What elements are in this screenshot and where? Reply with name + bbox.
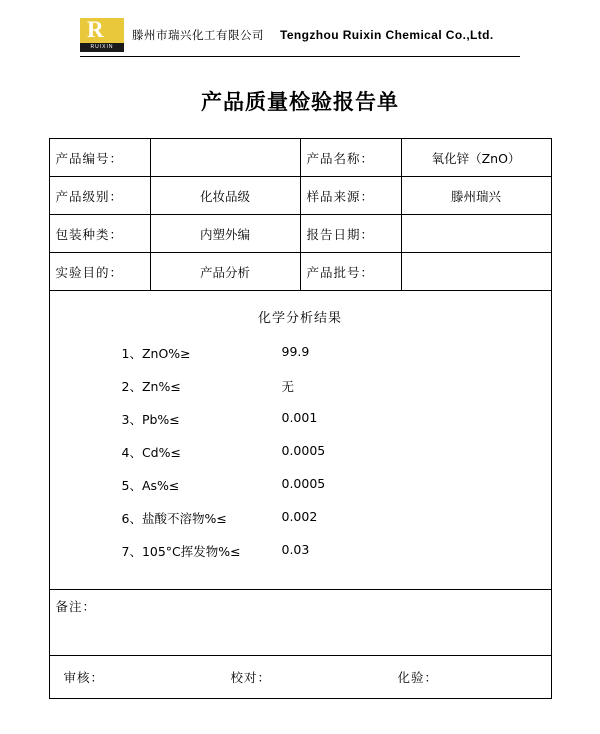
- report-date-value: [401, 215, 551, 253]
- table-row: [49, 215, 551, 253]
- product-name-value: 氧化锌（ZnO）: [401, 139, 551, 177]
- product-name-label: 产品名称：: [300, 139, 401, 177]
- analysis-item-value: 99.9: [281, 344, 310, 359]
- analysis-item-name: 3、Pb%≤: [121, 412, 180, 427]
- grade-value: 化妆品级: [150, 177, 300, 215]
- analysis-heading: 化学分析结果: [257, 311, 342, 326]
- analysis-item-value: 0.002: [281, 509, 318, 524]
- logo-letter: R: [87, 17, 104, 42]
- product-no-label: 产品编号：: [49, 139, 150, 177]
- proofread-label: 校对：: [230, 670, 272, 685]
- report-date-label: 报告日期：: [300, 215, 401, 253]
- analysis-item-name: 6、盐酸不溶物%≤: [121, 511, 227, 526]
- company-name-cn: 滕州市瑞兴化工有限公司: [132, 28, 264, 42]
- report-table: [49, 138, 552, 699]
- analysis-item-name: 7、105°C挥发物%≤: [121, 544, 241, 559]
- company-logo-icon: [80, 18, 124, 52]
- sample-source-value: 滕州瑞兴: [401, 177, 551, 215]
- purpose-label: 实验目的：: [49, 253, 150, 291]
- analysis-item-value: 无: [281, 379, 295, 394]
- analysis-item-value: 0.001: [281, 410, 318, 425]
- header-divider: [80, 56, 520, 57]
- analysis-item-name: 2、Zn%≤: [121, 379, 181, 394]
- analysis-item-name: 5、As%≤: [121, 478, 180, 493]
- signature-cell: [49, 656, 551, 699]
- signature-row: [49, 656, 551, 699]
- analysis-item-value: 0.0005: [281, 443, 326, 458]
- package-value: 内塑外编: [150, 215, 300, 253]
- analysis-item-value: 0.03: [281, 542, 310, 557]
- table-row: [49, 139, 551, 177]
- page-header: [0, 0, 600, 58]
- assay-label: 化验：: [397, 670, 439, 685]
- table-row: [49, 177, 551, 215]
- list-item: [50, 410, 551, 428]
- remarks-label: 备注：: [49, 590, 551, 656]
- batch-label: 产品批号：: [300, 253, 401, 291]
- review-label: 审核：: [63, 670, 105, 685]
- product-no-value: [150, 139, 300, 177]
- analysis-item-value: 0.0005: [281, 476, 326, 491]
- analysis-row: [49, 291, 551, 590]
- grade-label: 产品级别：: [49, 177, 150, 215]
- list-item: [50, 509, 551, 527]
- logo-band-text: RUIXIN: [80, 43, 124, 52]
- table-row: [49, 253, 551, 291]
- sample-source-label: 样品来源：: [300, 177, 401, 215]
- analysis-item-name: 4、Cd%≤: [121, 445, 181, 460]
- list-item: [50, 542, 551, 560]
- batch-value: [401, 253, 551, 291]
- list-item: [50, 377, 551, 395]
- analysis-block: [50, 291, 551, 589]
- analysis-cell: [49, 291, 551, 590]
- list-item: [50, 476, 551, 494]
- company-name-en: Tengzhou Ruixin Chemical Co.,Ltd.: [280, 28, 494, 42]
- list-item: [50, 443, 551, 461]
- signature-line: [50, 656, 551, 698]
- analysis-item-name: 1、ZnO%≥: [121, 346, 191, 361]
- purpose-value: 产品分析: [150, 253, 300, 291]
- package-label: 包装种类：: [49, 215, 150, 253]
- remarks-row: [49, 590, 551, 656]
- page-title: 产品质量检验报告单: [201, 90, 399, 114]
- list-item: [50, 344, 551, 362]
